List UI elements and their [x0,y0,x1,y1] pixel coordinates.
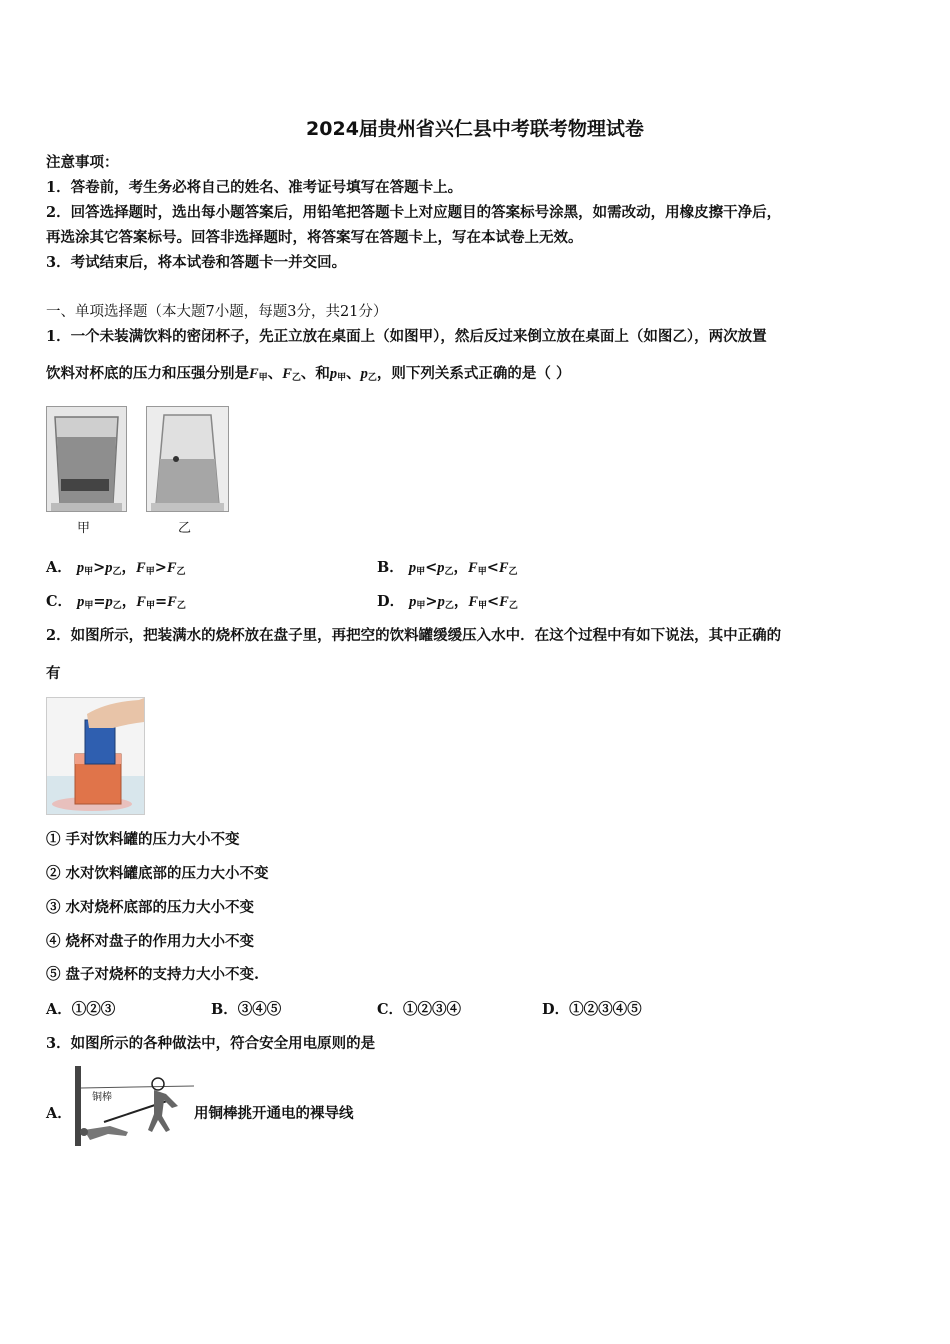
q2-stem-line2: 有 [46,665,61,682]
copper-rod-label: 铜棒 [92,1092,112,1103]
q2-statement: ② 水对饮料罐底部的压力大小不变 [46,865,269,882]
q2-option-a[interactable]: A．①②③ [46,1001,116,1018]
page-title: 2024届贵州省兴仁县中考联考物理试卷 [306,118,644,140]
q1-option-c[interactable]: C． $p_甲=p_乙$，$F_甲=F_乙$ [46,593,186,611]
notice-item: 1．答卷前，考生务必将自己的姓名、准考证号填写在答题卡上。 [46,179,463,196]
figure-label-jia: 甲 [77,521,91,536]
copper-rod-illustration [70,1066,194,1148]
section-heading: 一、单项选择题（本大题7小题，每题3分，共21分） [46,304,388,320]
q2-option-c[interactable]: C．①②③④ [377,1001,462,1018]
q1-option-a[interactable]: A． $p_甲>p_乙$，$F_甲>F_乙$ [46,559,186,577]
notice-item: 再选涂其它答案标号。回答非选择题时，将答案写在答题卡上，写在本试卷上无效。 [46,229,583,246]
q3-option-a-label[interactable]: A． [46,1105,72,1122]
figure-label-yi: 乙 [178,521,192,536]
q2-statement: ⑤ 盘子对烧杯的支持力大小不变. [46,966,260,983]
notice-item: 2．回答选择题时，选出每小题答案后，用铅笔把答题卡上对应题目的答案标号涂黑，如需改动，用橡皮擦干净后， [46,204,782,221]
notice-heading: 注意事项： [46,154,119,171]
q1-option-b[interactable]: B． $p_甲<p_乙$，$F_甲<F_乙$ [377,559,518,577]
q2-statement: ③ 水对烧杯底部的压力大小不变 [46,899,255,916]
q2-stem-line1: 2．如图所示，把装满水的烧杯放在盘子里，再把空的饮料罐缓缓压入水中．在这个过程中有如下说法，其中正确的 [46,627,782,644]
q1-stem-line2: 饮料对杯底的压力和压强分别是$F_甲$、$F_乙$、和$p_甲$、$p_乙$，则下列关系式正确的是（ ） [46,365,571,383]
cup-upright-photo [46,406,127,512]
cup-inverted-photo [146,406,229,512]
q1-stem-line1: 1．一个未装满饮料的密闭杯子，先正立放在桌面上（如图甲），然后反过来倒立放在桌面上（如图乙），两次放置 [46,328,767,345]
q2-statement: ① 手对饮料罐的压力大小不变 [46,831,240,848]
q2-option-d[interactable]: D．①②③④⑤ [542,1001,642,1018]
notice-item: 3．考试结束后，将本试卷和答题卡一并交回。 [46,254,347,271]
q1-option-d[interactable]: D． $p_甲>p_乙$，$F_甲<F_乙$ [377,593,518,611]
q3-option-a-text[interactable]: 用铜棒挑开通电的裸导线 [194,1105,354,1122]
q3-stem: 3．如图所示的各种做法中，符合安全用电原则的是 [46,1035,376,1052]
beaker-can-photo [46,697,145,815]
q2-statement: ④ 烧杯对盘子的作用力大小不变 [46,933,255,950]
q2-option-b[interactable]: B．③④⑤ [211,1001,282,1018]
